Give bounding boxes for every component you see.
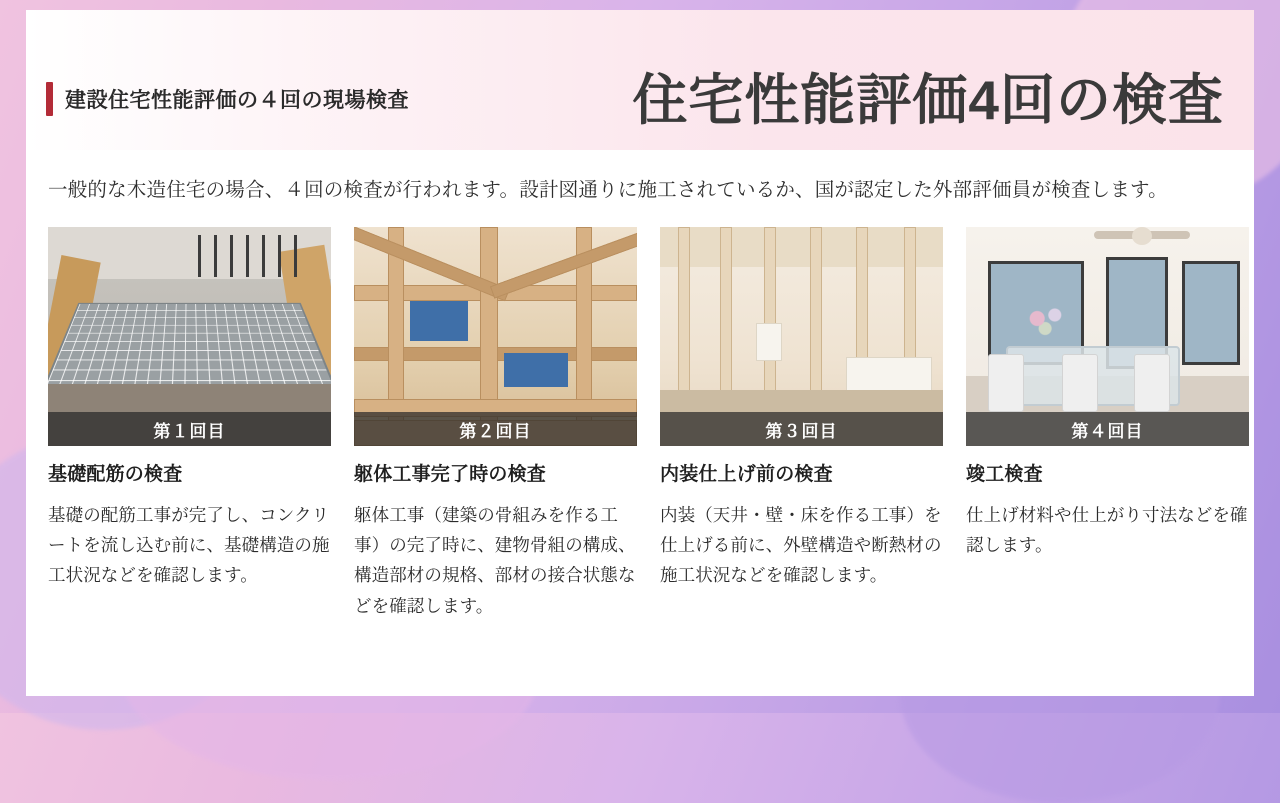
foundation-rebar-photo (48, 227, 331, 446)
slide-card (26, 10, 1254, 696)
photo-caption: 第４回目 (966, 412, 1249, 446)
inspection-title: 内装仕上げ前の検査 (660, 464, 833, 486)
header-kicker (46, 82, 409, 116)
inspection-body: 躯体工事（建築の骨組みを作る工事）の完了時に、建物骨組の構成、構造部材の規格、部材の接合状態などを確認します。 (354, 505, 636, 616)
inspection-card-grid (48, 227, 1248, 620)
inspection-title: 竣工検査 (966, 464, 1043, 486)
photo-caption: 第３回目 (660, 412, 943, 446)
kicker-text: 建設住宅性能評価の４回の現場検査 (65, 89, 409, 112)
finished-dining-room-photo (966, 227, 1249, 446)
inspection-card (660, 227, 943, 620)
inspection-card (966, 227, 1249, 620)
inspection-title: 躯体工事完了時の検査 (354, 464, 547, 486)
photo-caption: 第２回目 (354, 412, 637, 446)
slide-header (26, 10, 1254, 150)
photo-caption: 第１回目 (48, 412, 331, 446)
inspection-title: 基礎配筋の検査 (48, 464, 183, 486)
inspection-body: 内装（天井・壁・床を作る工事）を仕上げる前に、外壁構造や断熱材の施工状況などを確認します。 (660, 505, 942, 586)
accent-bar (46, 82, 53, 116)
insulation-interior-photo (660, 227, 943, 446)
lead-paragraph: 一般的な木造住宅の場合、４回の検査が行われます。設計図通りに施工されているか、国が認定した外部評価員が検査します。 (48, 179, 1168, 201)
inspection-card (48, 227, 331, 620)
inspection-card (354, 227, 637, 620)
inspection-body: 基礎の配筋工事が完了し、コンクリートを流し込む前に、基礎構造の施工状況などを確認します。 (48, 505, 330, 586)
timber-frame-photo (354, 227, 637, 446)
inspection-body: 仕上げ材料や仕上がり寸法などを確認します。 (966, 505, 1248, 556)
page-title: 住宅性能評価4回の検査 (632, 69, 1224, 131)
